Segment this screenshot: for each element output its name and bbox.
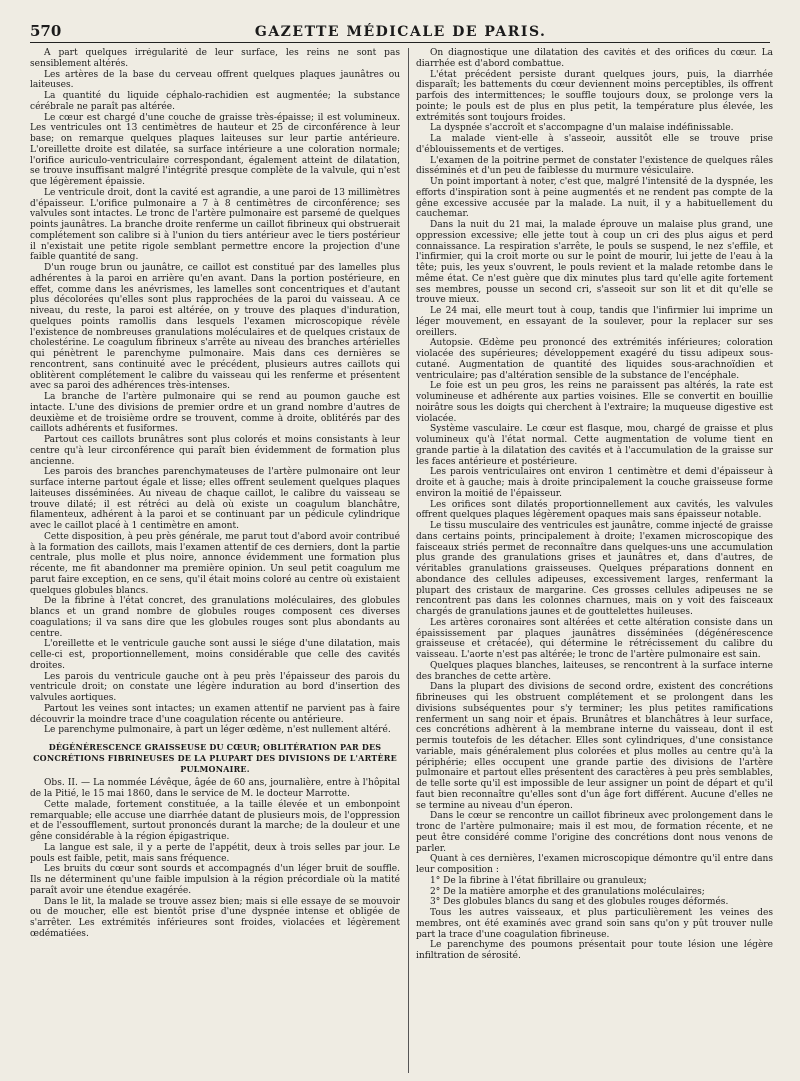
paragraph: De la fibrine à l'état concret, des granulations moléculaires, des globules blancs et un grand nombre de globules rouges composent ces diverses coagulations; il va sans dire que les globules rouges sont plus abondants au centre. xyxy=(30,596,400,639)
paragraph: Le ventricule droit, dont la cavité est agrandie, a une paroi de 13 millimètres d'épaisseur. L'orifice pulmonaire a 7 à 8 centimètres de circonférence; ses valvules sont intactes. Le tronc de l'artère pulmonaire est parsemé de quelques points jaunâtres. La branche droite renferme un caillot fibrineux qui obstruerait complétement son calibre si à l'union du tiers antérieur avec le tiers postérieur il n'existait une petite rigole semblant permettre encore la projection d'une faible quantité de sang. xyxy=(30,187,400,263)
paragraph: On diagnostique une dilatation des cavités et des orifices du cœur. La diarrhée est d'abord combattue. xyxy=(416,48,773,69)
paragraph: Cette malade, fortement constituée, a la taille élevée et un embonpoint remarquable; elle accuse une diarrhée datant de plusieurs mois, de l'oppression et de l'essoufflement, surtout prononcés durant la marche; de la douleur et une gêne considérable à la région épigastrique. xyxy=(30,799,400,842)
page-number: 570 xyxy=(30,22,62,40)
paragraph: Les parois des branches parenchymateuses de l'artère pulmonaire ont leur surface interne partout égale et lisse; elles offrent seulement quelques plaques laiteuses disséminées. Au niveau de chaque caillot, le calibre du vaisseau se trouve dilaté; il est rétréci au delà où existe un coagulum blanchâtre, filamenteux, adhérent à la paroi et se continuant par un pédicule cylindrique avec le caillot placé à 1 centimètre en amont. xyxy=(30,467,400,531)
page-header xyxy=(30,20,770,43)
paragraph: Dans la plupart des divisions de second ordre, existent des concrétions fibrineuses qui les obstruent complétement et se prolongent dans les divisions subséquentes pour s'y terminer; les plus petites ramifications renferment un sang noir et épais. Brunâtres et blanchâtres à leur surface, ces concrétions adhèrent à la membrane interne du vaisseau, dont il est permis toutefois de les détacher. Elles sont cylindriques, d'une consistance variable, mais généralement plus colorées et plus molles au centre qu'à la périphérie; elles occupent une grande partie des divisions de l'artère pulmonaire et partout elles présentent des caractères à peu près semblables, de telle sorte qu'il est impossible de leur assigner un point de départ et qu'il faut bien reconnaître qu'elles sont d'un âge fort différent. Aucune d'elles ne se termine au niveau d'un éperon. xyxy=(416,682,773,811)
paragraph: Tous les autres vaisseaux, et plus particulièrement les veines des membres, ont été examinés avec grand soin sans qu'on y pût trouver nulle part la trace d'une coagulation fibrineuse. xyxy=(416,908,773,940)
paragraph: Les bruits du cœur sont sourds et accompagnés d'un léger bruit de souffle. Ils ne déterminent qu'une faible impulsion à la région précordiale où la matité paraît avoir une étendue exagérée. xyxy=(30,864,400,896)
paragraph: Le 24 mai, elle meurt tout à coup, tandis que l'infirmier lui imprime un léger mouvement, en essayant de la soulever, pour la replacer sur ses oreillers. xyxy=(416,306,773,338)
paragraph: Le tissu musculaire des ventricules est jaunâtre, comme injecté de graisse dans certains points, principalement à droite; l'examen microscopique des faisceaux striés permet de reconnaître dans quelques-uns une accumulation plus grande des granulations grises et jaunâtres et, dans d'autres, de véritables granulations graisseuses. Quelques préparations donnent en abondance des cellules adipeuses, excessivement larges, renfermant la plupart des cristaux de margarine. Ces grosses cellules adipeuses ne se rencontrent pas dans les colonnes charnues, mais on y voit des faisceaux chargés de granulations jaunes et de gouttelettes huileuses. xyxy=(416,521,773,617)
paragraph: L'examen de la poitrine permet de constater l'existence de quelques râles disséminés et d'un peu de faiblesse du murmure vésiculaire. xyxy=(416,155,773,177)
list-item: 2° De la matière amorphe et des granulations moléculaires; xyxy=(430,886,705,897)
paragraph: Cette disposition, à peu près générale, me parut tout d'abord avoir contribué à la formation des caillots, mais l'examen attentif de ces derniers, dont la partie centrale, plus molle et plus noire, annonce évidemment une formation plus récente, me fit abandonner ma première opinion. Un seul petit coagulum me parut faire exception, en ce sens, qu'il était moins coloré au centre où existaient quelques globules blancs. xyxy=(30,531,400,596)
paragraph: Le parenchyme pulmonaire, à part un léger œdème, n'est nullement altéré. xyxy=(44,725,391,736)
paragraph: Dans la nuit du 21 mai, la malade éprouve un malaise plus grand, une oppression excessive; elle jette tout à coup un cri des plus aigus et perd connaissance. La respiration s'arrête, le pouls se suspend, le nez s'effile, et l'infirmier, qui la croit morte ou sur le point de mourir, lui jette de l'eau à la tête; puis, les yeux s'ouvrent, le pouls revient et la malade retombe dans le même état. Ce n'est guère que dix minutes plus tard qu'elle agite fortement ses membres, pousse un second cri, s'asseoit sur son lit et dit qu'elle se trouve mieux. xyxy=(416,220,773,306)
paragraph: Le cœur est chargé d'une couche de graisse très-épaisse; il est volumineux. Les ventricules ont 13 centimètres de hauteur et 25 de circonférence à leur base; on remarque quelques plaques laiteuses sur leur partie antérieure. L'oreillette droite est dilatée, sa surface intérieure a une coloration normale; l'orifice auriculo-ventriculaire correspondant, également atteint de dilatation, se trouve insuffisant malgré l'intégrité presque complète de la valvule, qui n'est que légèrement épaissie. xyxy=(30,112,400,187)
left-column xyxy=(30,48,400,1076)
paragraph: Les parois ventriculaires ont environ 1 centimètre et demi d'épaisseur à droite et à gauche; mais à droite principalement la couche graisseuse forme environ la moitié de l'épaisseur. xyxy=(416,467,773,499)
paragraph: A part quelques irrégularité de leur surface, les reins ne sont pas sensiblement altérés. xyxy=(30,48,400,69)
section-heading: DÉGÉNÉRESCENCE GRAISSEUSE DU CŒUR; OBLITÉRATION PAR DES CONCRÉTIONS FIBRINEUSES DE LA PLUPART DES DIVISIONS DE L'ARTÈRE PULMONAIRE. xyxy=(33,742,397,774)
list-item: 1° De la fibrine à l'état fibrillaire ou granuleux; xyxy=(430,875,647,886)
observation-intro: Obs. II. — La nommée Lévêque, âgée de 60 ans, journalière, entre à l'hôpital de la Pitié, le 15 mai 1860, dans le service de M. le docteur Marrotte. xyxy=(30,778,400,799)
paragraph: Partout les veines sont intactes; un examen attentif ne parvient pas à faire découvrir la moindre trace d'une coagulation récente ou antérieure. xyxy=(30,703,400,725)
paragraph: La malade vient-elle à s'asseoir, aussitôt elle se trouve prise d'éblouissements et de vertiges. xyxy=(416,134,773,155)
paragraph: Partout ces caillots brunâtres sont plus colorés et moins consistants à leur centre qu'à leur circonférence qui paraît bien évidemment de formation plus ancienne. xyxy=(30,435,400,467)
column-divider xyxy=(408,48,409,1073)
paragraph: Les parois du ventricule gauche ont à peu près l'épaisseur des parois du ventricule droit; on constate une légère induration au bord d'insertion des valvules aortiques. xyxy=(30,671,400,703)
paragraph: Quelques plaques blanches, laiteuses, se rencontrent à la surface interne des branches de cette artère. xyxy=(416,660,773,682)
paragraph: Les orifices sont dilatés proportionnellement aux cavités, les valvules offrent quelques plaques légèrement opaques mais sans épaisseur notable. xyxy=(416,499,773,521)
paragraph: La branche de l'artère pulmonaire qui se rend au poumon gauche est intacte. L'une des divisions de premier ordre et un grand nombre d'autres de deuxième et de troisième ordre se trouvent, comme à droite, oblitérés par des caillots adhérents et fusiformes. xyxy=(30,392,400,435)
vascular-paragraph: Système vasculaire. Le cœur est flasque, mou, chargé de graisse et plus volumineux qu'à l'état normal. Cette augmentation de volume tient en grande partie à la dilatation des cavités et à l'accumulation de la graisse sur les faces antérieure et postérieure. xyxy=(416,424,773,467)
paragraph: Le foie est un peu gros, les reins ne paraissent pas altérés, la rate est volumineuse et adhérente aux parties voisines. Elle se convertit en bouillie noirâtre sous les doigts qui cherchent à l'extraire; la muqueuse digestive est violacée. xyxy=(416,381,773,424)
paragraph: Quant à ces dernières, l'examen microscopique démontre qu'il entre dans leur composition : xyxy=(416,854,773,875)
paragraph: La dyspnée s'accroît et s'accompagne d'un malaise indéfinissable. xyxy=(430,123,734,134)
paragraph: La langue est sale, il y a perte de l'appétit, deux à trois selles par jour. Le pouls est faible, petit, mais sans fréquence. xyxy=(30,842,400,864)
right-column xyxy=(416,48,773,1076)
paragraph: Les artères coronaires sont altérées et cette altération consiste dans un épaississement par plaques jaunâtres disséminées (dégénérescence graisseuse et crétacée), qui détermine le rétrécissement du calibre du vaisseau. L'aorte n'est pas altérée; le tronc de l'artère pulmonaire est sain. xyxy=(416,617,773,660)
paragraph: Dans le lit, la malade se trouve assez bien; mais si elle essaye de se mouvoir ou de moucher, elle est bientôt prise d'une dyspnée intense et obligée de s'arrêter. Les extrémités inférieures sont froides, violacées et légèrement œdématiées. xyxy=(30,896,400,939)
paragraph: La quantité du liquide céphalo-rachidien est augmentée; la substance cérébrale ne paraît pas altérée. xyxy=(30,91,400,112)
autopsy-paragraph: Autopsie. Œdème peu prononcé des extrémités inférieures; coloration violacée des supérieures; développement exagéré du tissu adipeux sous-cutané. Augmentation de quantité des liquides sous-arachnoïdien et ventriculaire; pas d'altération sensible de la substance de l'encéphale. xyxy=(416,338,773,381)
paragraph: Un point important à noter, c'est que, malgré l'intensité de la dyspnée, les efforts d'inspiration sont à peine augmentés et ne rendent pas compte de la gêne excessive accusée par la malade. La nuit, il y a habituellement du cauchemar. xyxy=(416,177,773,220)
paragraph: L'état précédent persiste durant quelques jours, puis, la diarrhée disparaît; les battements du cœur deviennent moins perceptibles, ils offrent parfois des intermittences; le souffle toujours doux, se prolonge vers la pointe; le pouls est de plus en plus petit, la température plus élevée, les extrémités sont toujours froides. xyxy=(416,69,773,123)
paragraph: D'un rouge brun ou jaunâtre, ce caillot est constitué par des lamelles plus adhérentes à la paroi en arrière qu'en avant. Dans la portion postérieure, en effet, comme dans les anévrismes, les lamelles sont concentriques et d'autant plus décolorées qu'elles sont plus rapprochées de la paroi du vaisseau. A ce niveau, du reste, la paroi est altérée, on y trouve des plaques d'induration, quelques points ramollis dans lesquels l'examen microscopique révèle l'existence de nombreuses granulations moléculaires et de quelques cristaux de cholestérine. Le coagulum fibrineux s'arrête au niveau des branches artérielles qui pénètrent le parenchyme pulmonaire. Mais dans ces dernières se rencontrent, sans continuité avec le précédent, plusieurs autres caillots qui oblitèrent complétement le calibre du vaisseau qui les renferme et présentent avec sa paroi des adhérences très-intenses. xyxy=(30,263,400,392)
paragraph: Dans le cœur se rencontre un caillot fibrineux avec prolongement dans le tronc de l'artère pulmonaire; mais il est mou, de formation récente, et ne peut être considéré comme l'origine des concrétions dont nous venons de parler. xyxy=(416,811,773,854)
paragraph: Le parenchyme des poumons présentait pour toute lésion une légère infiltration de sérosité. xyxy=(416,940,773,961)
journal-title: GAZETTE MÉDICALE DE PARIS. xyxy=(254,24,547,40)
list-item: 3° Des globules blancs du sang et des globules rouges déformés. xyxy=(430,897,729,908)
paragraph: Les artères de la base du cerveau offrent quelques plaques jaunâtres ou laiteuses. xyxy=(30,69,400,91)
paragraph: L'oreillette et le ventricule gauche sont aussi le siége d'une dilatation, mais celle-ci est, proportionnellement, moins considérable que celle des cavités droites. xyxy=(30,639,400,671)
